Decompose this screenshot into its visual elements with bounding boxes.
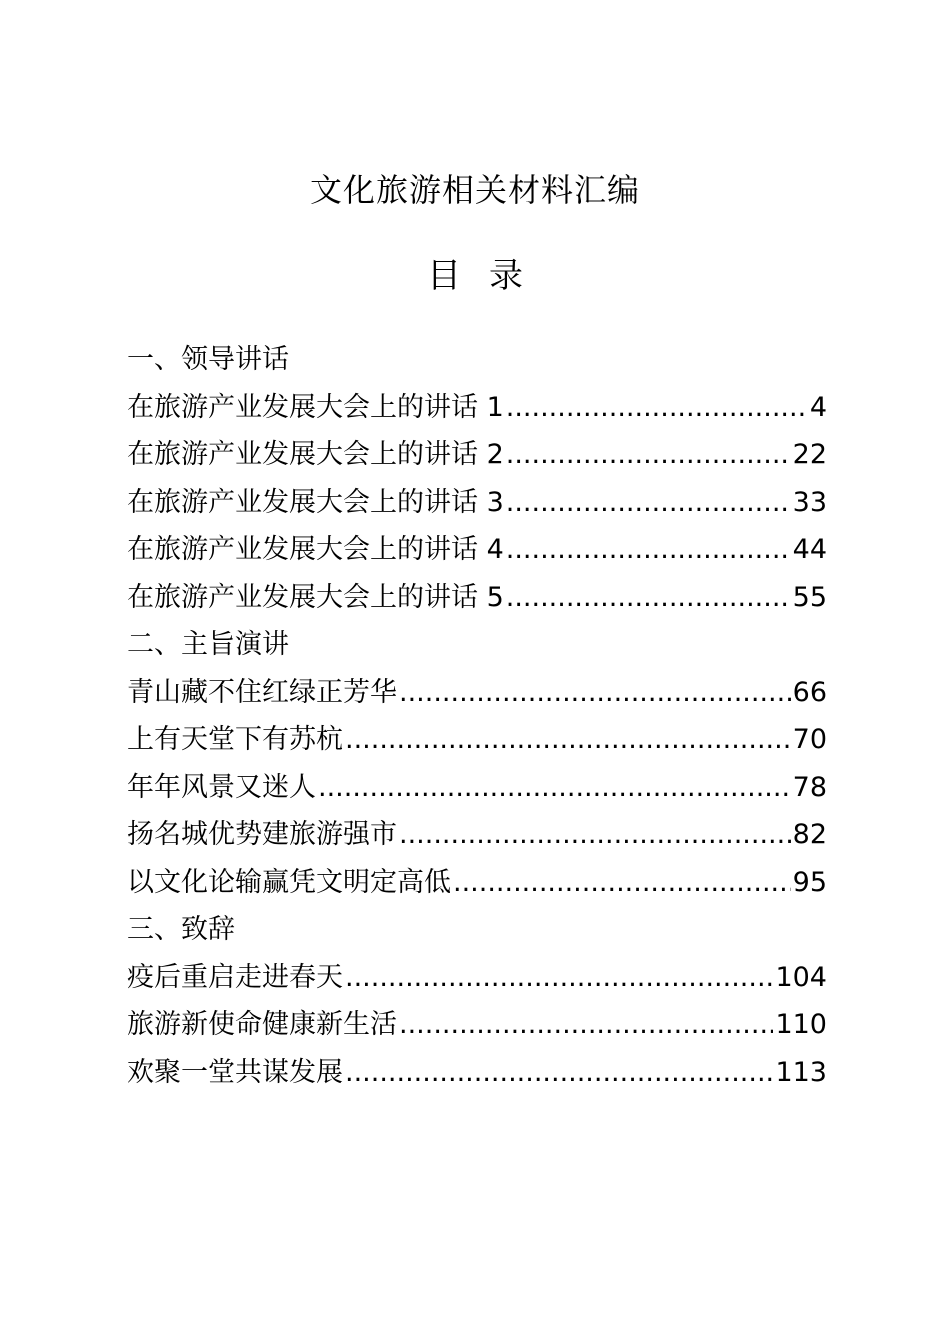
toc-entry-page: 44 <box>792 534 827 565</box>
toc-dot-leader <box>506 574 791 622</box>
toc-section-heading: 一、领导讲话 <box>127 344 289 375</box>
toc-entry[interactable] <box>127 859 827 907</box>
toc-entry-title: 旅游新使命健康新生活 <box>127 1009 397 1040</box>
toc-dot-leader <box>506 479 791 527</box>
toc-entry[interactable] <box>127 811 827 859</box>
toc-entry-title: 年年风景又迷人 <box>127 771 316 803</box>
toc-entry-title: 在旅游产业发展大会上的讲话 1 <box>127 391 504 423</box>
document-title: 文化旅游相关材料汇编 <box>309 171 640 209</box>
toc-entry-title: 扬名城优势建旅游强市 <box>127 819 397 850</box>
toc-entry[interactable] <box>127 764 827 812</box>
toc-dot-leader <box>399 1001 773 1049</box>
toc-entry-page: 4 <box>809 391 827 423</box>
toc-dot-leader <box>506 526 791 574</box>
toc-entry[interactable] <box>127 526 827 574</box>
table-of-contents <box>127 336 827 1096</box>
toc-entry-page: 22 <box>792 439 827 470</box>
toc-dot-leader <box>506 384 808 432</box>
toc-entry-page: 78 <box>792 771 827 803</box>
toc-entry-page: 82 <box>792 819 827 850</box>
toc-entry-title: 青山藏不住红绿正芳华 <box>127 676 397 708</box>
toc-entry[interactable] <box>127 716 827 764</box>
toc-dot-leader <box>345 954 773 1002</box>
toc-entry-title: 上有天堂下有苏杭 <box>127 724 343 755</box>
toc-section-heading: 三、致辞 <box>127 914 235 945</box>
toc-entry-page: 110 <box>775 1009 827 1040</box>
toc-dot-leader <box>399 811 791 859</box>
toc-entry[interactable] <box>127 574 827 622</box>
toc-entry-title: 欢聚一堂共谋发展 <box>127 1056 343 1088</box>
toc-entry-title: 在旅游产业发展大会上的讲话 5 <box>127 581 504 613</box>
toc-dot-leader <box>318 764 791 812</box>
toc-entry-page: 66 <box>792 676 827 708</box>
toc-entry-page: 33 <box>792 486 827 518</box>
toc-entry[interactable] <box>127 431 827 479</box>
toc-entry-title: 以文化论输赢凭文明定高低 <box>127 866 451 898</box>
toc-entry-page: 113 <box>775 1056 827 1088</box>
toc-entry[interactable] <box>127 1001 827 1049</box>
toc-entry[interactable] <box>127 1049 827 1097</box>
toc-entry[interactable] <box>127 384 827 432</box>
toc-heading: 目录 <box>427 256 551 296</box>
toc-dot-leader <box>345 716 791 764</box>
toc-dot-leader <box>453 859 791 907</box>
toc-entry-page: 104 <box>775 961 827 993</box>
toc-entry[interactable] <box>127 954 827 1002</box>
toc-dot-leader <box>506 431 791 479</box>
toc-entry-title: 在旅游产业发展大会上的讲话 4 <box>127 534 504 565</box>
toc-entry-page: 55 <box>792 581 827 613</box>
toc-entry-title: 在旅游产业发展大会上的讲话 2 <box>127 439 504 470</box>
toc-dot-leader <box>399 669 791 717</box>
toc-entry[interactable] <box>127 479 827 527</box>
toc-entry-title: 在旅游产业发展大会上的讲话 3 <box>127 486 504 518</box>
toc-entry-page: 95 <box>792 866 827 898</box>
toc-dot-leader <box>345 1049 773 1097</box>
toc-entry[interactable] <box>127 669 827 717</box>
toc-entry-title: 疫后重启走进春天 <box>127 961 343 993</box>
toc-entry-page: 70 <box>792 724 827 755</box>
toc-section-heading: 二、主旨演讲 <box>127 629 289 660</box>
